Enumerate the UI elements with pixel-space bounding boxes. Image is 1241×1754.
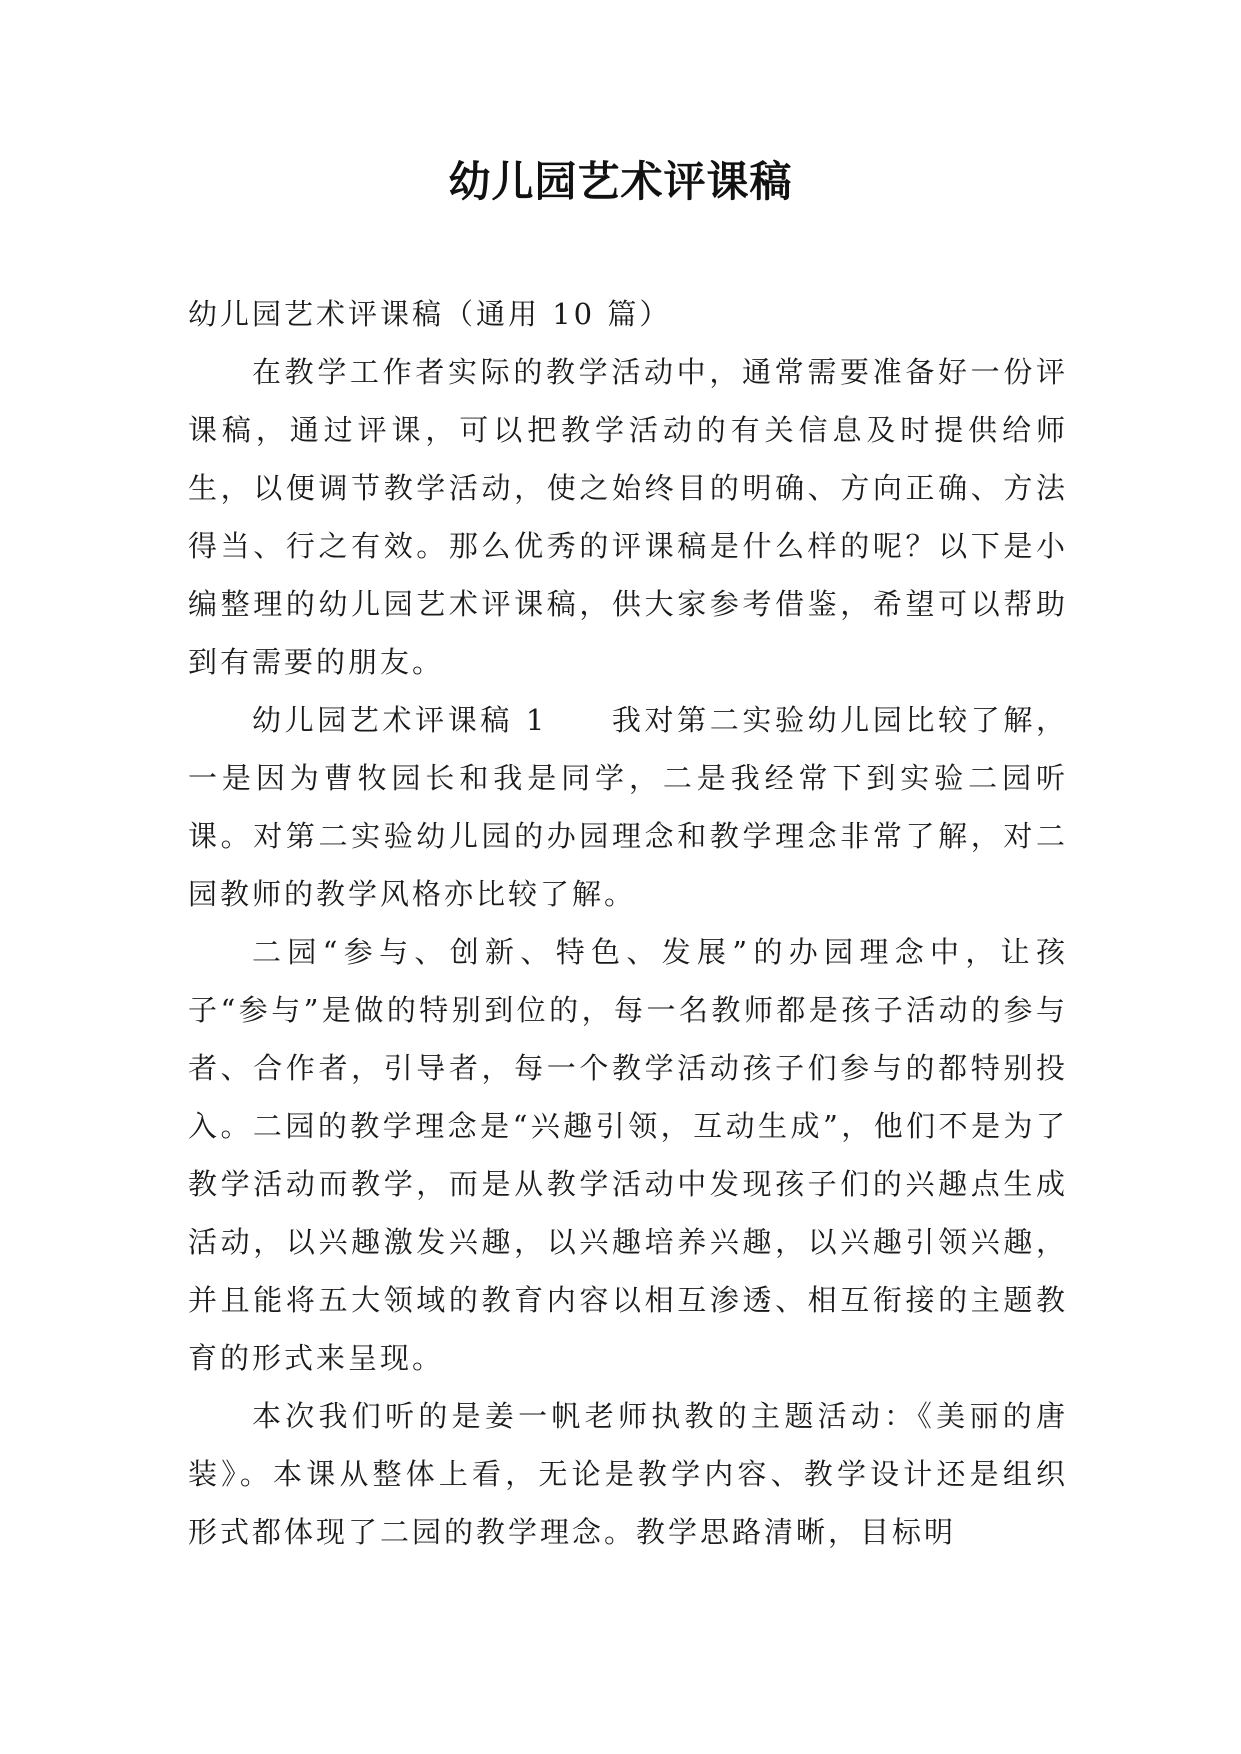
section-1-text: 我对第二实验幼儿园比较了解，一是因为曹牧园长和我是同学，二是我经常下到实验二园听课。对第二实验幼儿园的办园理念和教学理念非常了解，对二园教师的教学风格亦比较了解。 bbox=[188, 703, 1068, 911]
document-subtitle: 幼儿园艺术评课稿（通用 10 篇） bbox=[188, 297, 672, 331]
intro-paragraph: 在教学工作者实际的教学活动中，通常需要准备好一份评课稿，通过评课，可以把教学活动的有关信息及时提供给师生，以便调节教学活动，使之始终目的明确、方向正确、方法得当、行之有效。那么优秀的评课稿是什么样的呢？以下是小编整理的幼儿园艺术评课稿，供大家参考借鉴，希望可以帮助到有需要的朋友。 bbox=[188, 355, 1068, 679]
document-body bbox=[188, 285, 1068, 1561]
section-1-paragraph bbox=[188, 691, 1068, 923]
paragraph-3: 本次我们听的是姜一帆老师执教的主题活动：《美丽的唐装》。本课从整体上看，无论是教学内容、教学设计还是组织形式都体现了二园的教学理念。教学思路清晰，目标明 bbox=[188, 1399, 1068, 1549]
document-title: 幼儿园艺术评课稿 bbox=[448, 157, 793, 206]
section-1-heading: 幼儿园艺术评课稿 1 bbox=[252, 703, 548, 737]
paragraph-2: 二园“参与、创新、特色、发展”的办园理念中，让孩子“参与”是做的特别到位的，每一名教师都是孩子活动的参与者、合作者，引导者，每一个教学活动孩子们参与的都特别投入。二园的教学理念是“兴趣引领，互动生成”，他们不是为了教学活动而教学，而是从教学活动中发现孩子们的兴趣点生成活动，以兴趣激发兴趣，以兴趣培养兴趣，以兴趣引领兴趣，并且能将五大领域的教育内容以相互渗透、相互衔接的主题教育的形式来呈现。 bbox=[188, 935, 1068, 1375]
